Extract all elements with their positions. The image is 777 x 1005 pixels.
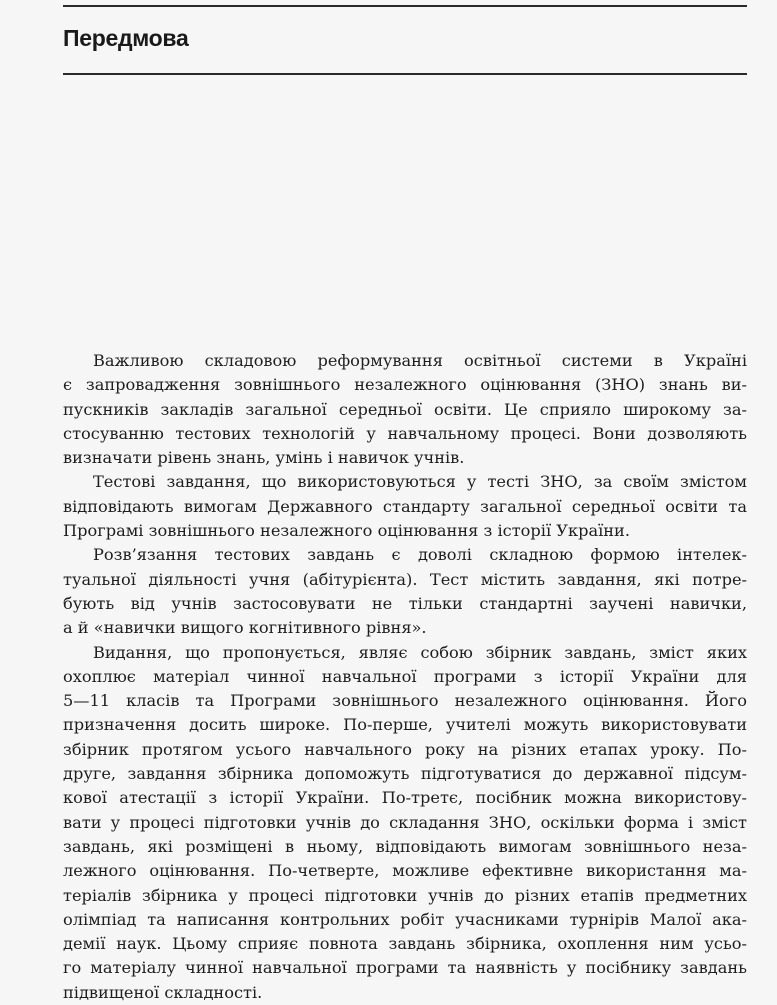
text-line: Видання, що пропонується, являє собою збірник завдань, зміст яких [93,642,747,662]
text-line: відповідають вимогам Державного стандарту загальної середньої освіти та [63,496,747,516]
text-line: а й «навички вищого когнітивного рівня». [63,618,427,638]
paragraph-1 [63,349,747,470]
text-line: лежного оцінювання. По-четверте, можливе ефективне використання ма- [63,861,747,881]
text-line: визначати рівень знань, умінь і навичок учнів. [63,448,465,468]
text-line: пускників закладів загальної середньої освіти. Це сприяло широкому за- [63,399,747,419]
text-line: збірник протягом усього навчального року на різних етапах уроку. По- [63,739,747,759]
text-line: друге, завдання збірника допоможуть підготуватися до державної підсум- [63,764,747,784]
paragraph-4 [63,641,747,1005]
text-line: теріалів збірника у процесі підготовки учнів до різних етапів предметних [63,885,747,905]
text-line: є запровадження зовнішнього незалежного оцінювання (ЗНО) знань ви- [63,375,747,395]
text-line: Розв’язання тестових завдань є доволі складною формою інтелек- [93,545,747,565]
text-line: Програмі зовнішнього незалежного оцінювання з історії України. [63,521,630,541]
text-line: завдань, які розміщені в ньому, відповідають вимогам зовнішнього неза- [63,836,747,856]
text-line: туальної діяльності учня (абітурієнта). Тест містить завдання, які потре- [63,569,747,589]
text-line: 5—11 класів та Програми зовнішнього незалежного оцінювання. Його [63,691,747,711]
top-rule [63,5,747,7]
text-line: стосуванню тестових технологій у навчальному процесі. Вони дозволяють [63,423,747,443]
page-title: Передмова [63,25,189,51]
text-line: демії наук. Цьому сприяє повнота завдань збірника, охоплення ним усьо- [63,934,747,954]
document-body [63,349,747,1005]
text-line: олімпіад та написання контрольних робіт учасниками турнірів Малої ака- [63,909,747,929]
text-line: призначення досить широке. По-перше, учителі можуть використовувати [63,715,747,735]
title-underline-rule [63,73,747,75]
paragraph-3 [63,543,747,640]
paragraph-2 [63,470,747,543]
text-line: го матеріалу чинної навчальної програми та наявність у посібнику завдань [63,958,747,978]
text-line: вати у процесі підготовки учнів до складання ЗНО, оскільки форма і зміст [63,812,747,832]
text-line: Тестові завдання, що використовуються у тесті ЗНО, за своїм змістом [93,472,747,492]
text-line: підвищеної складності. [63,982,263,1002]
text-line: бують від учнів застосовувати не тільки стандартні заучені навички, [63,593,747,613]
text-line: охоплює матеріал чинної навчальної програми з історії України для [63,666,747,686]
text-line: Важливою складовою реформування освітньої системи в Україні [93,351,747,370]
text-line: кової атестації з історії України. По-третє, посібник можна використову- [63,788,747,808]
